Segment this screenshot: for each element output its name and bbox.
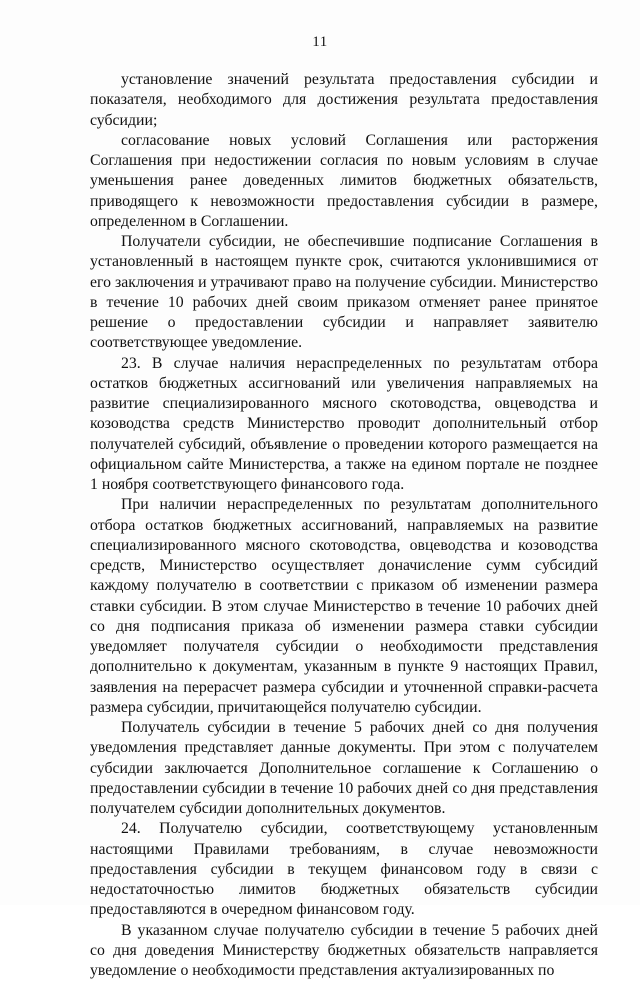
- paragraph: В указанном случае получателю субсидии в течение 5 рабочих дней со дня доведения Министерству бюджетных обязательств направляется уведомление о необходимости представления актуализированных по: [90, 921, 598, 981]
- paragraph: 24. Получателю субсидии, соответствующему установленным настоящими Правилами требованиям, в случае невозможности предоставления субсидии в текущем финансовом году в связи с недостаточностью лимитов бюджетных обязательств субсидии предоставляются в очередном финансовом году.: [90, 819, 598, 920]
- paragraph: При наличии нераспределенных по результатам дополнительного отбора остатков бюджетных ассигнований, направляемых на развитие специализированного мясного скотоводства, овцеводства и козоводства средств, Министерство осуществляет доначисление сумм субсидий каждому получателю в соответствии с приказом об изменении размера ставки субсидии. В этом случае Министерство в течение 10 рабочих дней со дня подписания приказа об изменении размера ставки субсидии уведомляет получателя субсидии о необходимости представления дополнительно к документам, указанным в пункте 9 настоящих Правил, заявления на перерасчет размера субсидии и уточненной справки-расчета размера субсидии, причитающейся получателю субсидии.: [90, 495, 598, 718]
- paragraph: Получатели субсидии, не обеспечившие подписание Соглашения в установленный в настоящем пункте срок, считаются уклонившимися от его заключения и утрачивают право на получение субсидии. Министерство в течение 10 рабочих дней своим приказом отменяет ранее принятое решение о предоставлении субсидии и направляет заявителю соответствующее уведомление.: [90, 232, 598, 354]
- document-body: [90, 70, 598, 981]
- paragraph: согласование новых условий Соглашения или расторжения Соглашения при недостижении согласия по новым условиям в случае уменьшения ранее доведенных лимитов бюджетных обязательств, приводящего к невозможности предоставления субсидии в размере, определенном в Соглашении.: [90, 131, 598, 232]
- paragraph: установление значений результата предоставления субсидии и показателя, необходимого для достижения результата предоставления субсидии;: [90, 70, 598, 131]
- page-number: 11: [0, 34, 640, 51]
- paragraph: 23. В случае наличия нераспределенных по результатам отбора остатков бюджетных ассигнований или увеличения направляемых на развитие специализированного мясного скотоводства, овцеводства и козоводства средств Министерство проводит дополнительный отбор получателей субсидий, объявление о проведении которого размещается на официальном сайте Министерства, а также на едином портале не позднее 1 ноября соответствующего финансового года.: [90, 354, 598, 496]
- paragraph: Получатель субсидии в течение 5 рабочих дней со дня получения уведомления представляет данные документы. При этом с получателем субсидии заключается Дополнительное соглашение к Соглашению о предоставлении субсидии в течение 10 рабочих дней со дня представления получателем субсидии дополнительных документов.: [90, 718, 598, 819]
